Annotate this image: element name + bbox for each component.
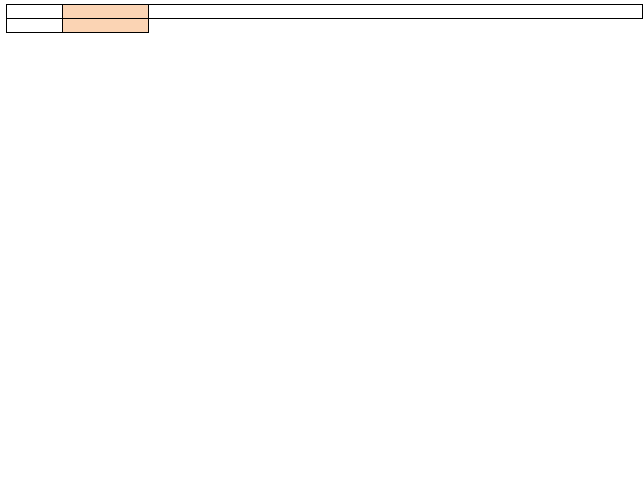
- store-label-cell[interactable]: [7, 5, 63, 19]
- store-value-cell[interactable]: [62, 5, 149, 19]
- model-label-cell[interactable]: [7, 19, 63, 33]
- machine-number-header[interactable]: [149, 5, 643, 19]
- summary-table: [6, 4, 643, 33]
- model-value-cell[interactable]: [62, 19, 149, 33]
